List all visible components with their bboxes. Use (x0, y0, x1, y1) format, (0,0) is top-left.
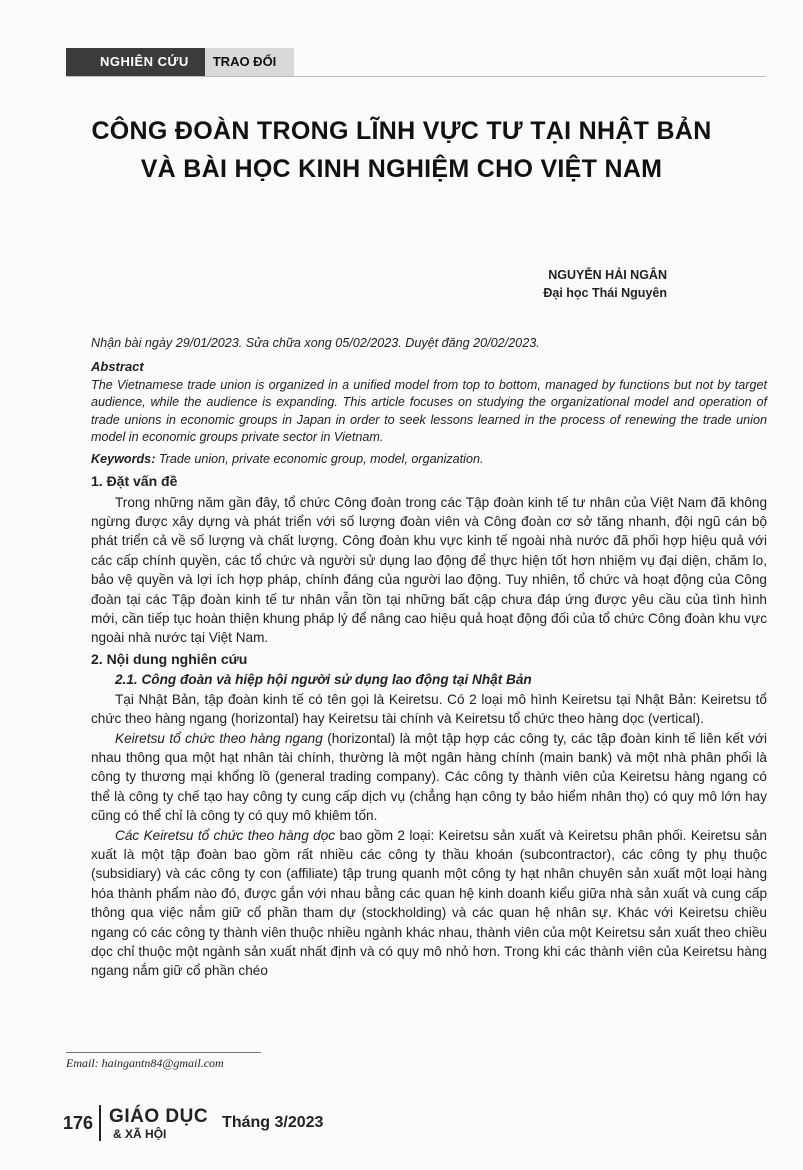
title-line-1: CÔNG ĐOÀN TRONG LĨNH VỰC TƯ TẠI NHẬT BẢN (91, 117, 712, 145)
section-2-heading: 2. Nội dung nghiên cứu (91, 650, 248, 667)
section-label-research: NGHIÊN CỨU (66, 48, 205, 76)
term-vertical-keiretsu: Các Keiretsu tổ chức theo hàng dọc (115, 827, 336, 843)
author-email: Email: haingantn84@gmail.com (66, 1056, 224, 1070)
section-label-discussion: TRAO ĐỔI (205, 48, 295, 76)
paragraph-horizontal-keiretsu (91, 729, 767, 826)
paragraph-keiretsu-intro: Tại Nhật Bản, tập đoàn kinh tế có tên gọi là Keiretsu. Có 2 loại mô hình Keiretsu tại Nhật Bản: Keiretsu tổ chức theo hàng ngang (horizontal) hay Keiretsu tài chính và Keiretsu tổ chức theo hàng dọc (vertical). (91, 691, 767, 727)
journal-logo-top: GIÁO DỤC (109, 1105, 209, 1127)
footer-divider (99, 1105, 101, 1141)
title-line-2: VÀ BÀI HỌC KINH NGHIỆM CHO VIỆT NAM (140, 155, 663, 183)
journal-logo (109, 1107, 208, 1140)
subsection-2-1-heading: 2.1. Công đoàn và hiệp hội người sử dụng lao động tại Nhật Bản (115, 672, 532, 688)
submission-dates: Nhận bài ngày 29/01/2023. Sửa chữa xong 05/02/2023. Duyệt đăng 20/02/2023. (91, 336, 540, 350)
abstract-heading: Abstract (91, 359, 144, 375)
abstract-text: The Vietnamese trade union is organized in a unified model from top to bottom, managed by functions but not by target audience, while the audience is expanding. This article focuses on studying the organizational model and operation of trade unions in economic groups in Japan in order to seek lessons learned in the process of renewing the trade union model in economic groups private sector in Vietnam. (91, 377, 767, 445)
term-horizontal-keiretsu: Keiretsu tổ chức theo hàng ngang (115, 730, 323, 746)
author-affiliation: Đại học Thái Nguyên (543, 286, 667, 300)
vertical-keiretsu-text: bao gồm 2 loại: Keiretsu sản xuất và Keiretsu phân phối. Keiretsu sản xuất là một tập đoàn bao gồm rất nhiều các công ty thầu khoán (subcontractor), các công ty phụ thuộc (subsidiary) và các công ty con (affiliate) tập trung quanh một công ty hạt nhân chuyên sản xuất một loại hàng hóa thành phẩm nào đó, được gắn với nhau bằng các quan hệ kinh doanh kiểu giữa nhà sản xuất và cung cấp thông qua việc nắm giữ cổ phần tham dự (stockholding) và các quan hệ nhân sự. Khác với Keiretsu chiều ngang có các công ty thành viên thuộc nhiều ngành khác nhau, thành viên của một Keiretsu sản xuất theo chiều dọc chỉ thuộc một ngành sản xuất nhất định và có quy mô nhỏ hơn. Trong khi các thành viên của Keiretsu hàng ngang nắm giữ cổ phần chéo (91, 827, 767, 979)
header-rule (66, 76, 766, 77)
horizontal-keiretsu-text: (horizontal) là một tập hợp các công ty, các tập đoàn kinh tế liên kết với nhau thông qua một hạt nhân tài chính, thường là một ngân hàng chính (main bank) và một nhà phân phối là công ty thương mại khổng lồ (general trading company). Các công ty thành viên của Keiretsu hàng ngang có thể là công ty chế tạo hay công ty cung cấp dịch vụ (chẳng hạn công ty bảo hiểm nhân thọ) có quy mô lớn hay cũng có thể chỉ là công ty có quy mô khiêm tốn. (91, 730, 767, 824)
page-footer (63, 1103, 323, 1143)
keywords-text: Trade union, private economic group, model, organization. (155, 451, 484, 466)
section-header-tab (66, 48, 294, 76)
keywords-label: Keywords: (91, 451, 156, 466)
footnote-rule (66, 1052, 261, 1053)
article-body (91, 334, 767, 981)
issue-date: Tháng 3/2023 (222, 1114, 324, 1131)
paragraph-vertical-keiretsu (91, 826, 767, 981)
page-number: 176 (63, 1112, 94, 1133)
article-title (60, 112, 743, 188)
keywords (91, 450, 767, 469)
section-1-heading: 1. Đặt vấn đề (91, 473, 178, 490)
author-name: NGUYỄN HẢI NGÂN (548, 268, 667, 282)
author-block (543, 266, 667, 302)
section-1-paragraph: Trong những năm gần đây, tổ chức Công đoàn trong các Tập đoàn kinh tế tư nhân của Việt Nam đã không ngừng được xây dựng và phát triển với số lượng đoàn viên và Công đoàn cơ sở tăng nhanh, đội ngũ cán bộ phát triển cả về số lượng và chất lượng. Công đoàn khu vực kinh tế ngoài nhà nước đã phối hợp hiệu quả với các cấp chính quyền, các tổ chức và người sử dụng lao động để thực hiện tốt hơn nhiệm vụ đại diện, chăm lo, bảo vệ quyền và lợi ích hợp pháp, chính đáng của người lao động. Tuy nhiên, tổ chức và hoạt động của Công đoàn tại các Tập đoàn kinh tế tư nhân vẫn tồn tại những bất cập chưa đáp ứng được yêu cầu của tình hình mới, cần tiếp tục hoàn thiện khung pháp lý để nâng cao hiệu quả hoạt động đối của tổ chức Công đoàn khu vực ngoài nhà nước tại Việt Nam. (91, 494, 767, 646)
journal-logo-bottom: & XÃ HỘI (113, 1126, 167, 1141)
